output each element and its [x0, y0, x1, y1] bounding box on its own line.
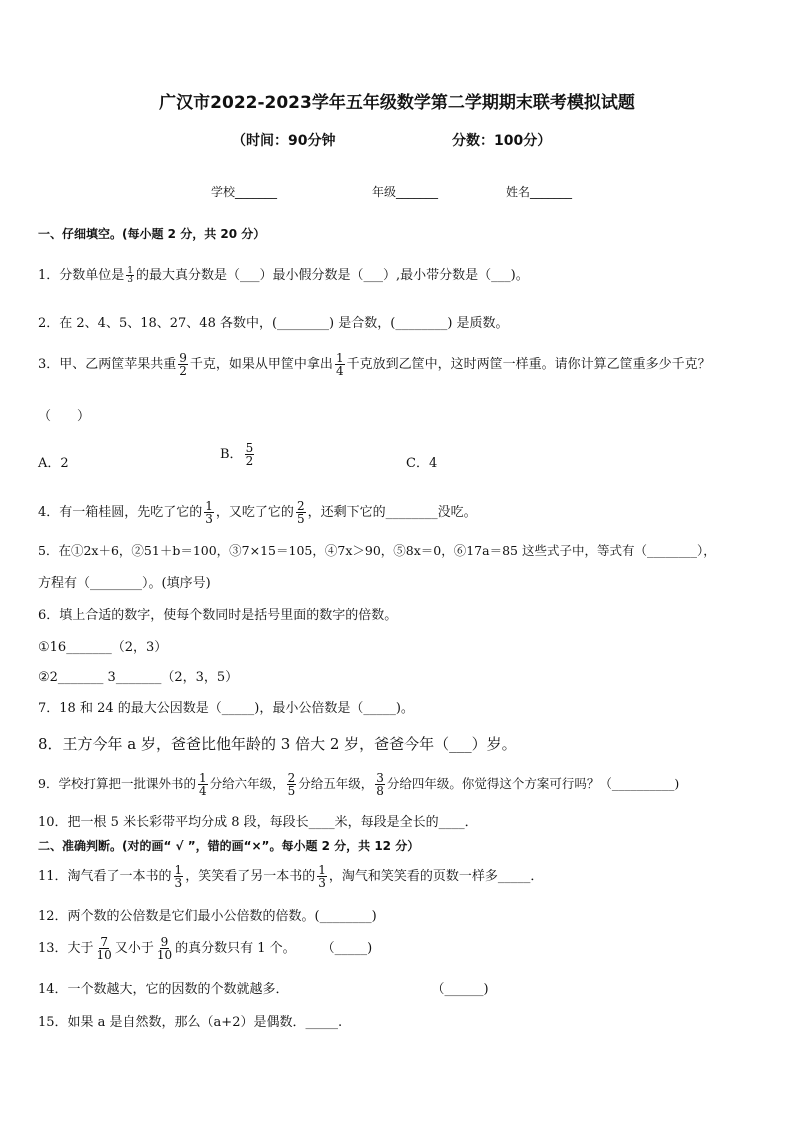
question-10: 10．把一根 5 米长彩带平均分成 8 段，每段长____米，每段是全长的____．: [38, 815, 478, 830]
q11-fraction-1: [174, 864, 184, 889]
q4-fraction-1: [204, 500, 214, 525]
time-label: （时间：90分钟: [232, 133, 336, 149]
q4-f1-num: 1: [205, 499, 213, 513]
q9-f2-num: 2: [287, 771, 296, 785]
q11-fraction-2: [317, 864, 327, 889]
q4-f2-num: 2: [296, 499, 305, 513]
name-field: 姓名_______: [506, 185, 573, 199]
score-label: 分数：100分）: [452, 133, 552, 149]
q9-fraction-3: [375, 772, 385, 797]
question-15: 15．如果 a 是自然数，那么（a+2）是偶数．_____.: [38, 1015, 343, 1030]
page-title: 广汉市2022-2023学年五年级数学第二学期期末联考模拟试题: [159, 93, 635, 113]
q1-text-a: 1．分数单位是: [38, 268, 125, 283]
q13-f2-num: 9: [160, 935, 169, 949]
q4-f2-den: 5: [296, 512, 305, 526]
q4-f1-den: 3: [205, 512, 213, 526]
q3-text-c: 千克放到乙筐中，这时两筐一样重。请你计算乙筐重多少千克？: [346, 357, 711, 372]
q11-f1-den: 3: [174, 876, 183, 890]
q9-f3-num: 3: [376, 771, 384, 785]
q3-fraction-1: [178, 352, 188, 377]
section-1-heading: 一、仔细填空。(每小题 2 分，共 20 分）: [38, 227, 266, 241]
q13-f2-den: 10: [156, 948, 173, 962]
q4-text-a: 4．有一箱桂圆，先吃了它的: [38, 505, 203, 520]
question-12: 12．两个数的公倍数是它们最小公倍数的倍数。(________): [38, 909, 377, 924]
q3-b-num: 5: [245, 441, 254, 455]
q4-text-c: ，还剩下它的________没吃。: [307, 505, 477, 520]
q9-text-a: 9．学校打算把一批课外书的: [38, 776, 196, 791]
q3-fraction-2: [335, 352, 345, 377]
q11-f1-num: 1: [174, 863, 183, 877]
question-2: 2．在 2、4、5、18、27、48 各数中，(________) 是合数，(________) 是质数。: [38, 316, 509, 331]
q9-text-d: 分给四年级。你觉得这个方案可行吗？（__________): [386, 776, 680, 791]
question-11: [38, 864, 543, 889]
q13-text-a: 13．大于: [38, 941, 94, 956]
q13-f1-num: 7: [100, 935, 108, 949]
q11-text-c: ，淘气和笑笑看的页数一样多_____．: [328, 869, 544, 884]
q11-text-a: 11．淘气看了一本书的: [38, 869, 172, 884]
q3-option-b-fraction: [245, 442, 255, 467]
q3-paren: （ ）: [38, 409, 91, 424]
q1-frac-num: 1: [127, 266, 134, 276]
q9-f3-den: 8: [376, 784, 384, 798]
q9-f1-den: 4: [198, 784, 207, 798]
q9-fraction-2: [287, 772, 297, 797]
question-6: 6．填上合适的数字，使每个数同时是括号里面的数字的倍数。: [38, 608, 398, 623]
question-6-part-2: ②2_______ 3_______（2，3，5）: [38, 670, 239, 685]
q1-fraction: [126, 267, 134, 284]
question-6-part-1: ①16_______（2，3）: [38, 640, 168, 655]
question-7: 7．18 和 24 的最大公因数是（_____)，最小公倍数是（_____)。: [38, 701, 414, 716]
q13-text-c: 的真分数只有 1 个。 （_____): [175, 941, 373, 956]
school-field: 学校_______: [211, 185, 278, 199]
q3-f1-num: 9: [179, 351, 187, 365]
question-5-line-2: 方程有（________）。(填序号): [38, 576, 211, 591]
q9-fraction-1: [198, 772, 208, 797]
q3-option-b-label: B．: [220, 447, 243, 462]
q3-f2-den: 4: [335, 364, 344, 378]
question-4: [38, 500, 477, 525]
q3-option-b: [220, 442, 256, 467]
question-14: 14．一个数越大，它的因数的个数就越多． （______): [38, 982, 489, 997]
q3-b-den: 2: [245, 454, 254, 468]
q9-text-b: 分给六年级，: [209, 776, 285, 791]
q9-text-c: 分给五年级，: [298, 776, 374, 791]
q11-text-b: ，笑笑看了另一本书的: [185, 869, 316, 884]
q4-fraction-2: [296, 500, 306, 525]
q13-fraction-2: [156, 936, 173, 961]
question-8: 8．王方今年 a 岁，爸爸比他年龄的 3 倍大 2 岁，爸爸今年（___）岁。: [38, 735, 517, 753]
q3-option-c: C．4: [406, 456, 438, 471]
q4-text-b: ，又吃了它的: [215, 505, 294, 520]
question-3: [38, 352, 711, 377]
q13-fraction-1: [96, 936, 113, 961]
question-5-line-1: 5．在①2x＋6，②51＋b＝100，③7×15＝105，④7x＞90，⑤8x＝0，⑥17a＝85 这些式子中，等式有（________），: [38, 543, 716, 558]
q3-f1-den: 2: [179, 364, 187, 378]
q3-text-b: 千克，如果从甲筐中拿出: [189, 357, 333, 372]
q11-f2-num: 1: [318, 863, 326, 877]
section-2-heading: 二、准确判断。(对的画“ √ ”，错的画“×”。每小题 2 分，共 12 分）: [38, 839, 420, 853]
q13-f1-den: 10: [96, 948, 112, 962]
q1-frac-den: 3: [127, 275, 134, 285]
q9-f1-num: 1: [198, 771, 207, 785]
q3-text-a: 3．甲、乙两筐苹果共重: [38, 357, 177, 372]
q9-f2-den: 5: [287, 784, 296, 798]
question-13: [38, 936, 372, 961]
question-9: [38, 772, 679, 797]
question-1: [38, 264, 529, 284]
q13-text-b: 又小于: [114, 941, 154, 956]
grade-field: 年级_______: [372, 185, 439, 199]
q3-f2-num: 1: [335, 351, 344, 365]
q1-text-b: 的最大真分数是（___）最小假分数是（___）,最小带分数是（___)。: [136, 268, 529, 283]
q11-f2-den: 3: [318, 876, 326, 890]
q3-option-a: A．2: [38, 456, 69, 471]
